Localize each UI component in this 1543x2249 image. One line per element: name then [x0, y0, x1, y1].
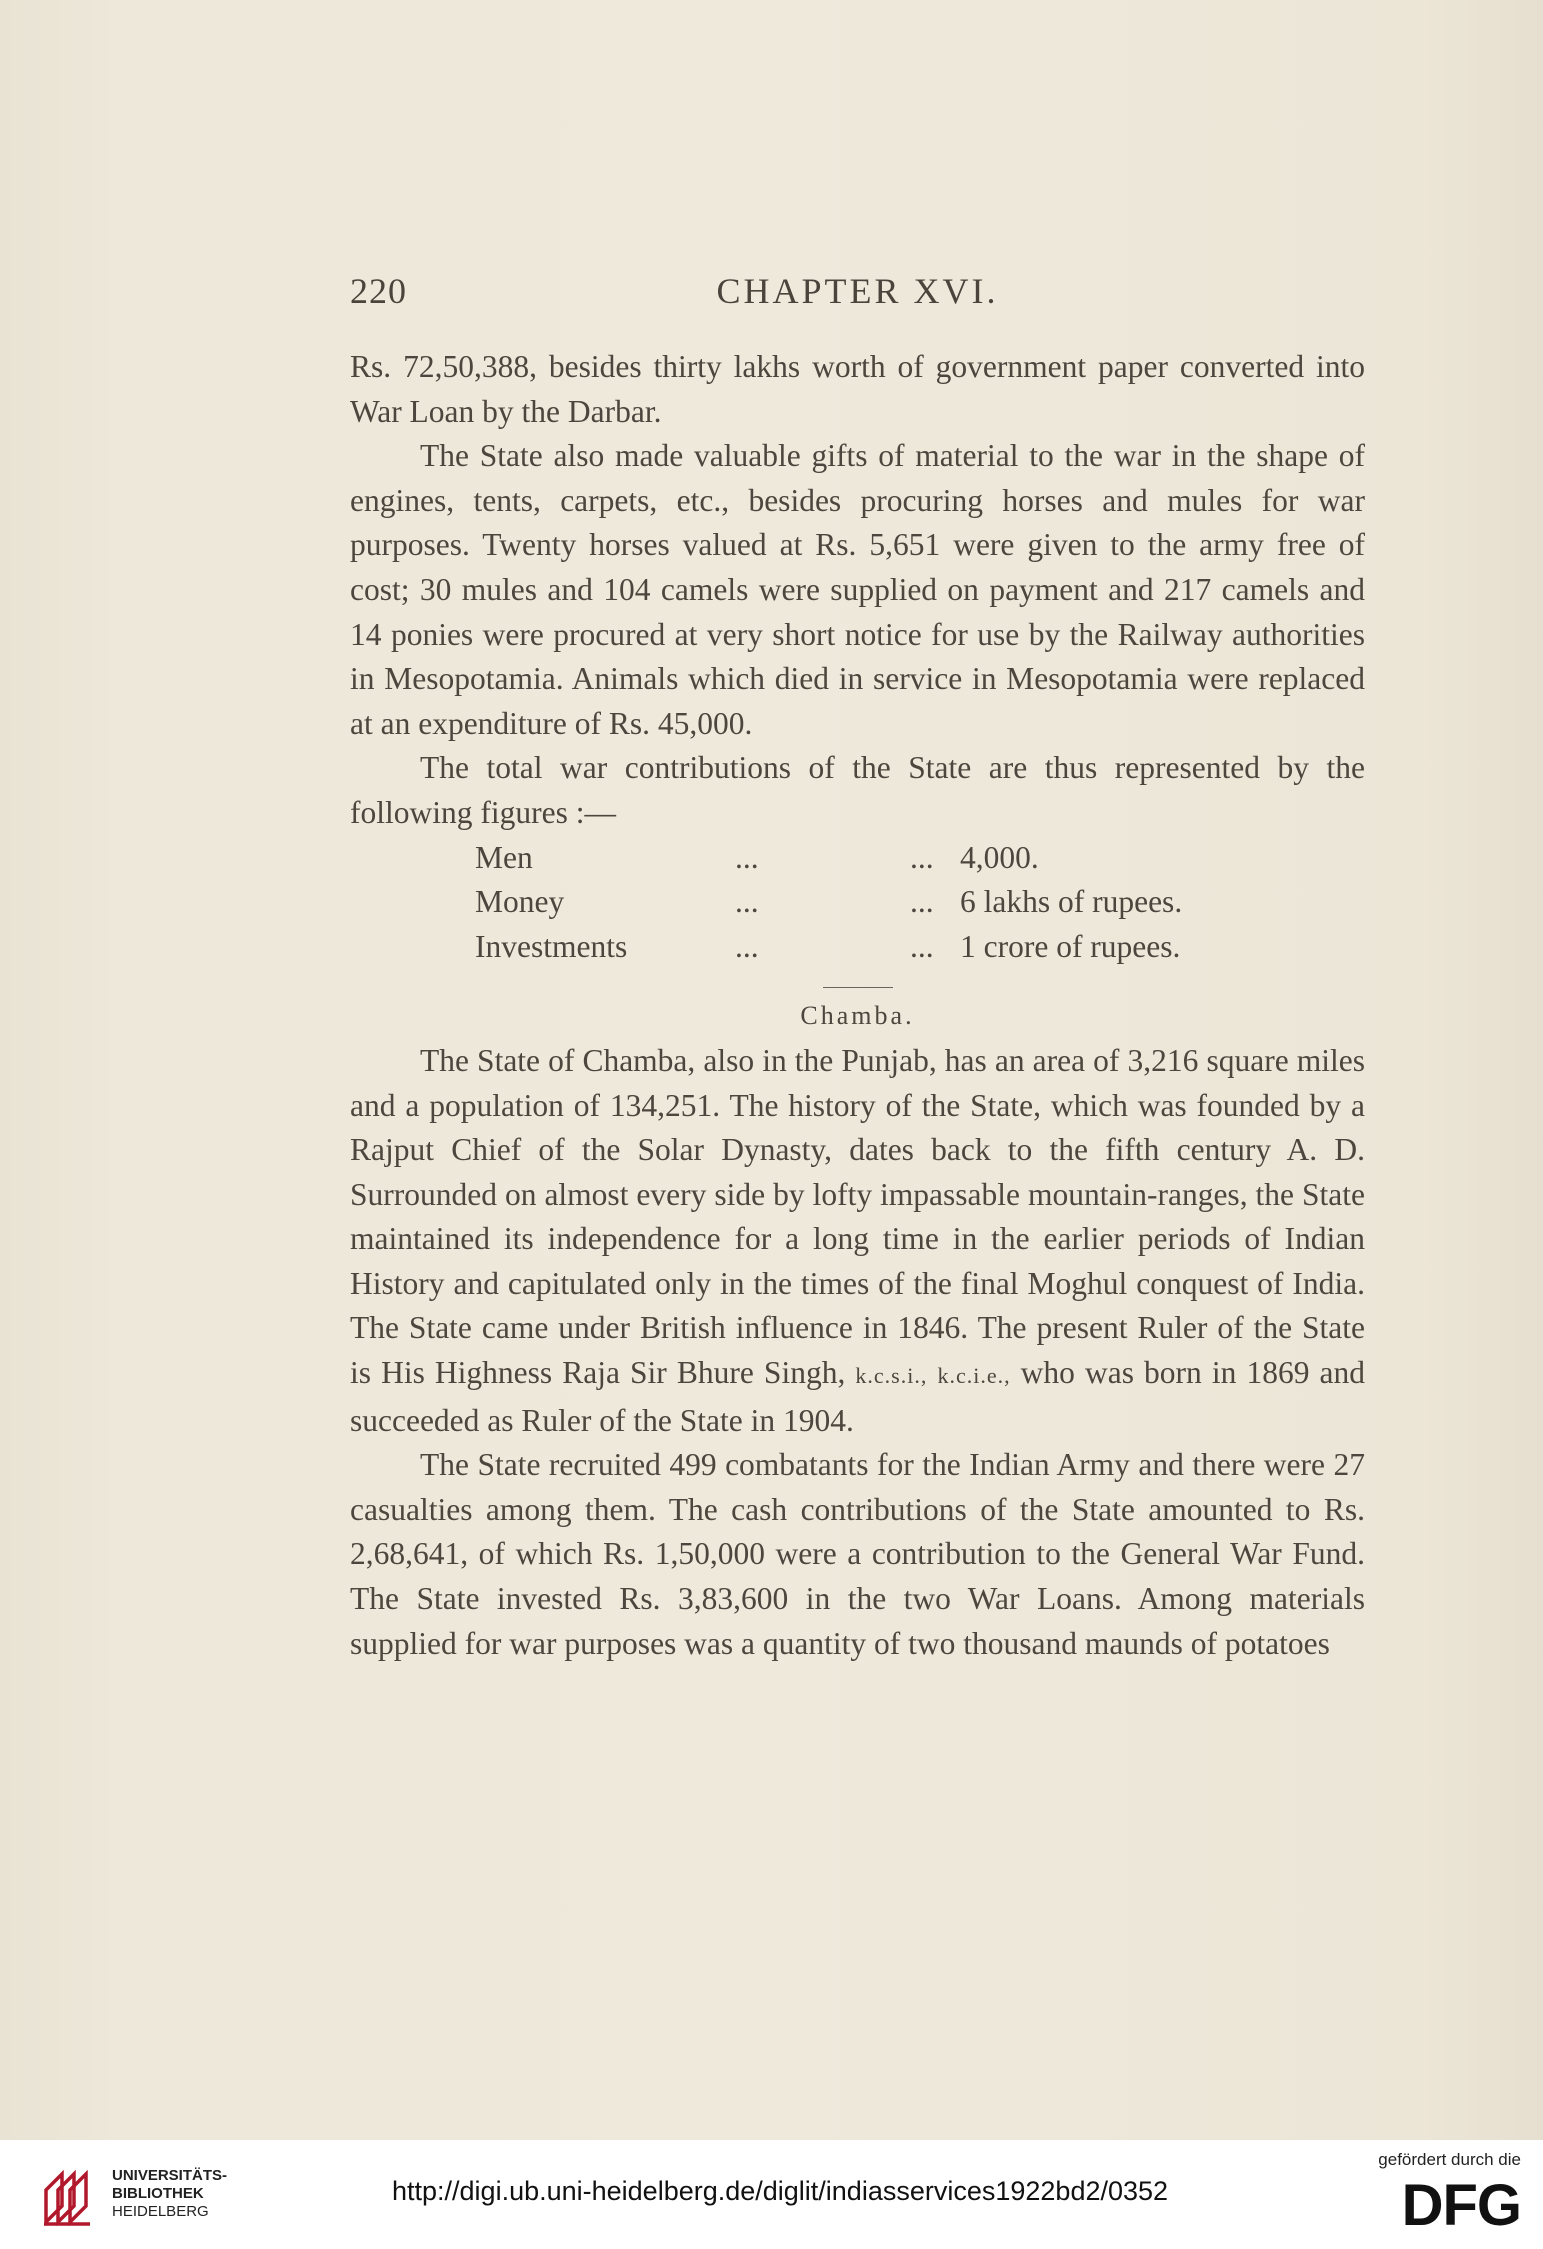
leader-dots: ...: [735, 884, 759, 920]
library-name-line: UNIVERSITÄTS-: [112, 2167, 228, 2184]
library-name: [112, 2167, 227, 2221]
figure-value: 4,000.: [960, 839, 1039, 875]
paragraph-total: The total war contributions of the State are thus represented by the following figures :—: [350, 750, 1365, 830]
contributions-list: [475, 836, 1365, 970]
library-logo-icon: [40, 2160, 98, 2230]
list-item: [475, 925, 1365, 970]
figure-label: Men: [475, 839, 533, 875]
paragraph-continuation: Rs. 72,50,388, besides thirty lakhs worth of government paper converted into War Loan by the Darbar.: [350, 349, 1365, 429]
paragraph-chamba-history: [350, 1039, 1365, 1443]
chamba-text-b: who was born in 1869 and succeeded as Ruler of the State in 1904.: [350, 1355, 1365, 1438]
list-item: [475, 836, 1365, 881]
honour-kcie: k.c.i.e.,: [937, 1363, 1011, 1389]
section-heading: Chamba.: [800, 1001, 915, 1031]
paragraph-chamba-war: The State recruited 499 combatants for the Indian Army and there were 27 casualties among them. The cash contributions of the State amounted to Rs. 2,68,641, of which Rs. 1,50,000 were a contribution to the General War Fund. The State invested Rs. 3,83,600 in the two War Loans. Among materials supplied for war purposes was a quantity of two thousand maunds of potatoes: [350, 1447, 1365, 1661]
body-text: [350, 345, 1365, 1666]
leader-dots: ...: [910, 839, 934, 875]
figure-value: 6 lakhs of rupees.: [960, 884, 1183, 920]
leader-dots: ...: [735, 839, 759, 875]
list-item: [475, 880, 1365, 925]
page-number: 220: [350, 271, 407, 311]
library-name-line: BIBLIOTHEK: [112, 2185, 204, 2202]
honour-kcsi: k.c.s.i.,: [855, 1363, 928, 1389]
library-name-line: HEIDELBERG: [112, 2203, 209, 2220]
paragraph-gifts: The State also made valuable gifts of material to the war in the shape of engines, tents, carpets, etc., besides procuring horses and mules for war purposes. Twenty horses valued at Rs. 5,651 were given to the army free of cost; 30 mules and 104 camels were supplied on payment and 217 camels and 14 ponies were procured at very short notice for use by the Railway authorities in Mesopotamia. Animals which died in service in Mesopotamia were replaced at an expenditure of Rs. 45,000.: [350, 438, 1365, 741]
permalink-url[interactable]: http://digi.ub.uni-heidelberg.de/diglit/indiasservices1922bd2/0352: [392, 2176, 1169, 2206]
dfg-logo-icon: DFG: [1401, 2173, 1521, 2238]
section-divider: [823, 987, 893, 988]
running-header: [350, 270, 1365, 330]
chapter-title: CHAPTER XVI.: [716, 271, 999, 311]
funder-label: gefördert durch die: [1378, 2150, 1521, 2169]
figure-label: Investments: [475, 928, 628, 964]
leader-dots: ...: [735, 928, 759, 964]
chamba-text-a: The State of Chamba, also in the Punjab, has an area of 3,216 square miles and a population of 134,251. The history of the State, which was founded by a Rajput Chief of the Solar Dynasty, dates back to the fifth century A. D. Surrounded on almost every side by lofty impassable mountain-ranges, the State maintained its independence for a long time in the earlier periods of Indian History and capitulated only in the times of the final Moghul conquest of India. The State came under British influence in 1846. The present Ruler of the State is His Highness Raja Sir Bhure Singh,: [350, 1042, 1365, 1391]
digitization-footer: [0, 2140, 1543, 2249]
leader-dots: ...: [910, 928, 934, 964]
leader-dots: ...: [910, 884, 934, 920]
figure-label: Money: [475, 884, 565, 920]
figure-value: 1 crore of rupees.: [960, 928, 1181, 964]
